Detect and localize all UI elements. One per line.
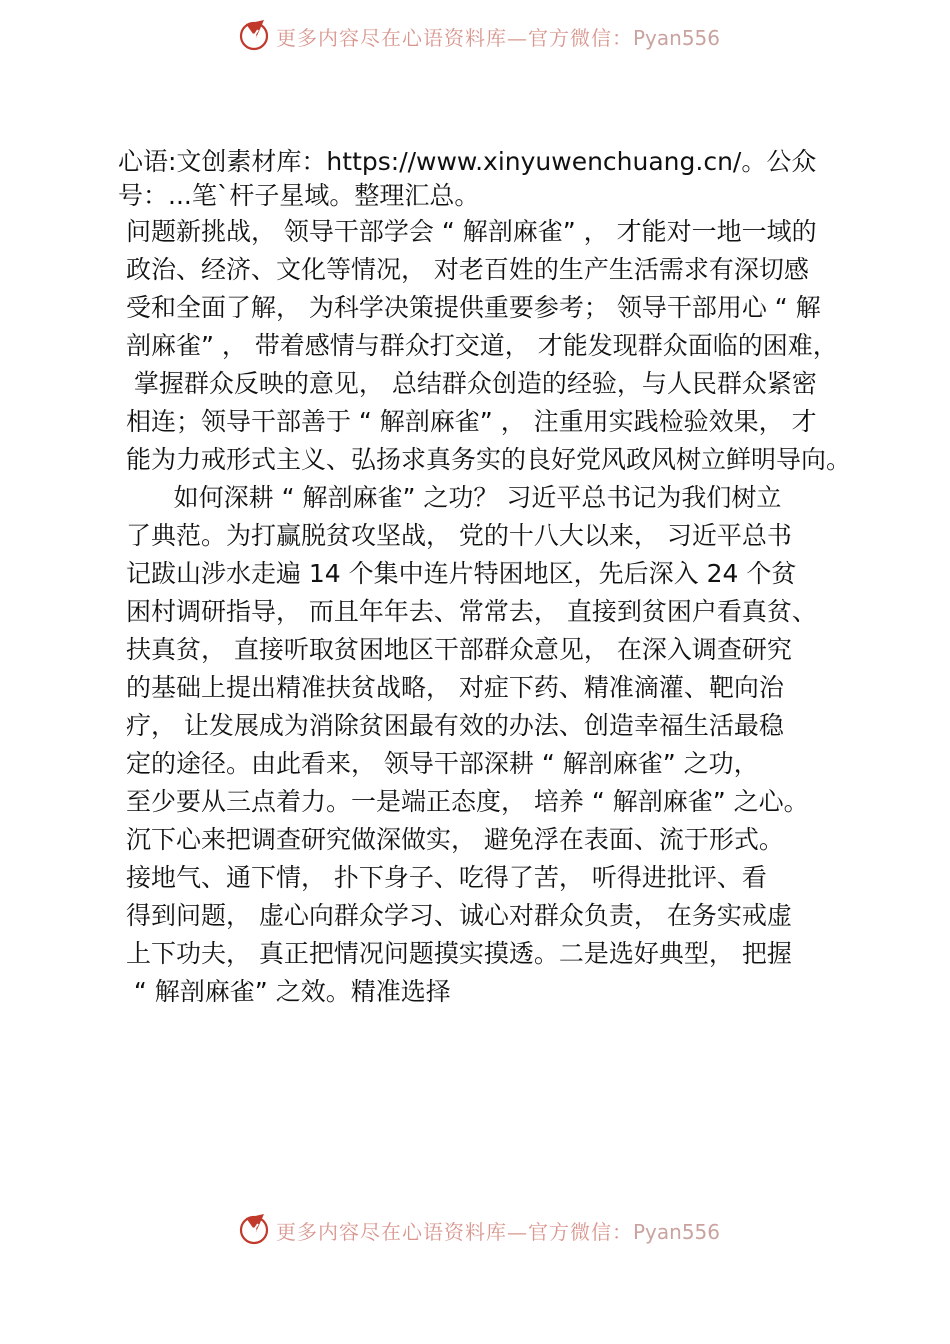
text-line: 记跋山涉水走遍 14 个集中连片特困地区，先后深入 24 个贫 xyxy=(118,559,797,588)
text-line: 问题新挑战， 领导干部学会 “ 解剖麻雀” ， 才能对一地一域的 xyxy=(118,217,817,246)
text-line: 受和全面了解， 为科学决策提供重要参考； 领导干部用心 “ 解 xyxy=(118,293,821,322)
footer-wechat-id: Pyan556 xyxy=(633,1220,721,1244)
text-line: 了典范。为打赢脱贫攻坚战， 党的十八大以来， 习近平总书 xyxy=(118,521,792,550)
text-line: 疗， 让发展成为消除贫困最有效的办法、创造幸福生活最稳 xyxy=(118,711,784,740)
text-line: 得到问题， 虚心向群众学习、诚心对群众负责， 在务实戒虚 xyxy=(118,901,792,930)
text-line: 相连；领导干部善于 “ 解剖麻雀” ， 注重用实践检验效果， 才 xyxy=(118,407,817,436)
intro-line: 号：...笔`杆子星域。整理汇总。 xyxy=(118,181,480,210)
text-line: 沉下心来把调查研究做深做实， 避免浮在表面、流于形式。 xyxy=(118,825,784,854)
text-line: 剖麻雀” ， 带着感情与群众打交道， 才能发现群众面临的困难， xyxy=(118,331,838,360)
text-line: 至少要从三点着力。一是端正态度， 培养 “ 解剖麻雀” 之心。 xyxy=(118,787,809,816)
header-banner xyxy=(0,14,950,58)
header-banner-text: 更多内容尽在心语资料库—官方微信：Pyan556 xyxy=(276,26,721,50)
text-line: 困村调研指导， 而且年年去、常常去， 直接到贫困户看真贫、 xyxy=(118,597,817,626)
footer-banner-text: 更多内容尽在心语资料库—官方微信：Pyan556 xyxy=(276,1220,721,1244)
text-line: 接地气、通下情， 扑下身子、吃得了苦， 听得进批评、看 xyxy=(118,863,767,892)
intro-line: 心语:文创素材库：https://www.xinyuwenchuang.cn/。公众 xyxy=(118,147,817,176)
text-line: 上下功夫， 真正把情况问题摸实摸透。二是选好典型， 把握 xyxy=(118,939,792,968)
text-line: 定的途径。由此看来， 领导干部深耕 “ 解剖麻雀” 之功， xyxy=(118,749,759,778)
pen-nib-logo-icon xyxy=(236,1210,272,1246)
footer-banner xyxy=(0,1208,950,1252)
text-line: 能为力戒形式主义、弘扬求真务实的良好党风政风树立鲜明导向。 xyxy=(118,445,851,474)
header-wechat-id: Pyan556 xyxy=(633,26,721,50)
text-line: “ 解剖麻雀” 之效。精准选择 xyxy=(118,977,451,1006)
pen-nib-logo-icon xyxy=(236,16,272,52)
document-body xyxy=(118,145,851,1011)
text-line: 政治、经济、文化等情况， 对老百姓的生产生活需求有深切感 xyxy=(118,255,809,284)
text-line: 掌握群众反映的意见， 总结群众创造的经验，与人民群众紧密 xyxy=(118,369,817,398)
text-line: 的基础上提出精准扶贫战略， 对症下药、精准滴灌、靶向治 xyxy=(118,673,784,702)
text-line: 扶真贫， 直接听取贫困地区干部群众意见， 在深入调查研究 xyxy=(118,635,792,664)
text-line: 如何深耕 “ 解剖麻雀” 之功？ 习近平总书记为我们树立 xyxy=(118,483,782,512)
